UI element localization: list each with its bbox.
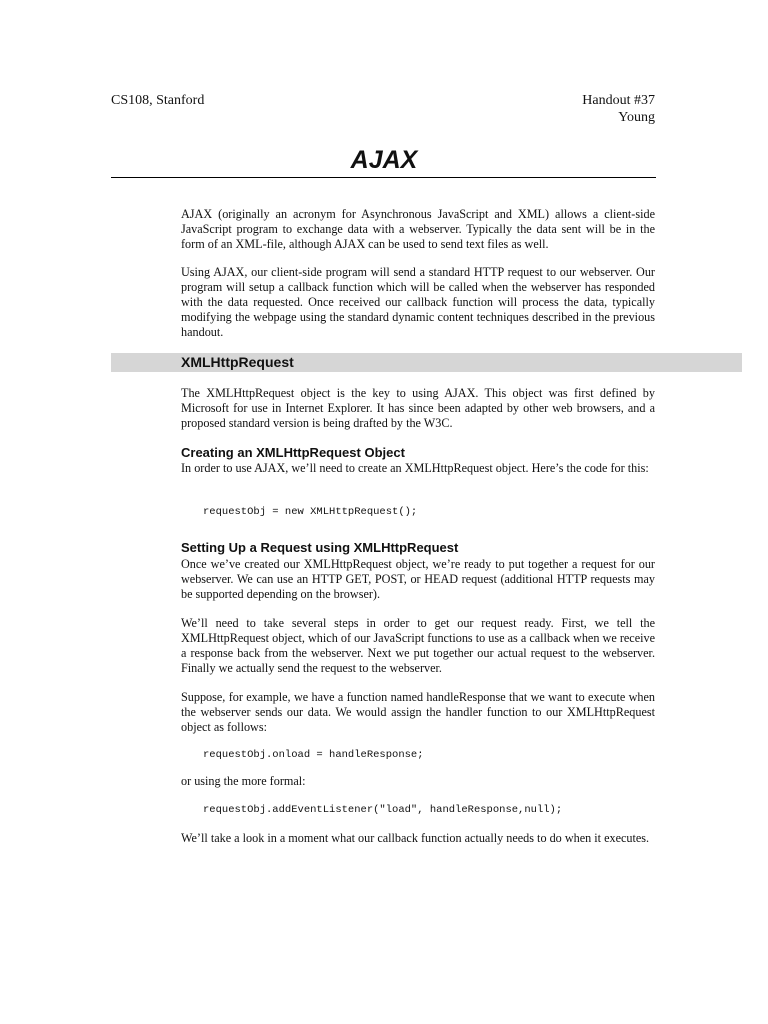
setup-paragraph-1: Once we’ve created our XMLHttpRequest object, we’re ready to put together a request for our webserver. We can use an HTTP GET, POST, or HEAD request (additional HTTP requests may be supported depending on the browser). <box>181 557 655 601</box>
intro-paragraph-2: Using AJAX, our client-side program will send a standard HTTP request to our webserver. Our program will setup a callback function which will be called when the webserver has responded with the data requested. Once received our callback function will process the data, typically modifying the webpage using the standard dynamic content techniques described in the previous handout. <box>181 265 655 339</box>
section-paragraph: The XMLHttpRequest object is the key to using AJAX. This object was first defined by Microsoft for use in Internet Explorer. It has since been adapted by other web browsers, and a proposed standard version is being drafted by the W3C. <box>181 386 655 430</box>
code-create-request: requestObj = new XMLHttpRequest(); <box>203 506 418 518</box>
code-add-event-listener: requestObj.addEventListener("load", handleResponse,null); <box>203 804 563 816</box>
code-onload: requestObj.onload = handleResponse; <box>203 749 424 761</box>
handout-number: Handout #37 <box>582 93 655 108</box>
section-heading: XMLHttpRequest <box>181 354 294 370</box>
handout-info <box>582 92 655 126</box>
setup-paragraph-4: or using the more formal: <box>181 774 306 788</box>
title-divider <box>111 177 656 178</box>
creating-paragraph: In order to use AJAX, we’ll need to create an XMLHttpRequest object. Here’s the code for this: <box>181 461 649 475</box>
setup-paragraph-2: We’ll need to take several steps in order to get our request ready. First, we tell the XMLHttpRequest object, which of our JavaScript functions to use as a callback when we receive a response back from the webserver. Next we put together our actual request to the webserver. Finally we actually send the request to the webserver. <box>181 616 655 675</box>
subheading-creating: Creating an XMLHttpRequest Object <box>181 445 405 460</box>
page-title: AJAX <box>350 146 418 174</box>
setup-paragraph-5: We’ll take a look in a moment what our callback function actually needs to do when it executes. <box>181 831 650 845</box>
author-name: Young <box>618 110 655 125</box>
subheading-setup: Setting Up a Request using XMLHttpRequest <box>181 540 459 555</box>
course-label: CS108, Stanford <box>111 93 205 108</box>
intro-paragraph-1: AJAX (originally an acronym for Asynchronous JavaScript and XML) allows a client-side JavaScript program to exchange data with a webserver. Typically the data sent will be in the form of an XML-file, although AJAX can be used to send text files as well. <box>181 207 655 251</box>
setup-paragraph-3: Suppose, for example, we have a function named handleResponse that we want to execute when the webserver sends our data. We would assign the handler function to our XMLHttpRequest object as follows: <box>181 690 655 734</box>
